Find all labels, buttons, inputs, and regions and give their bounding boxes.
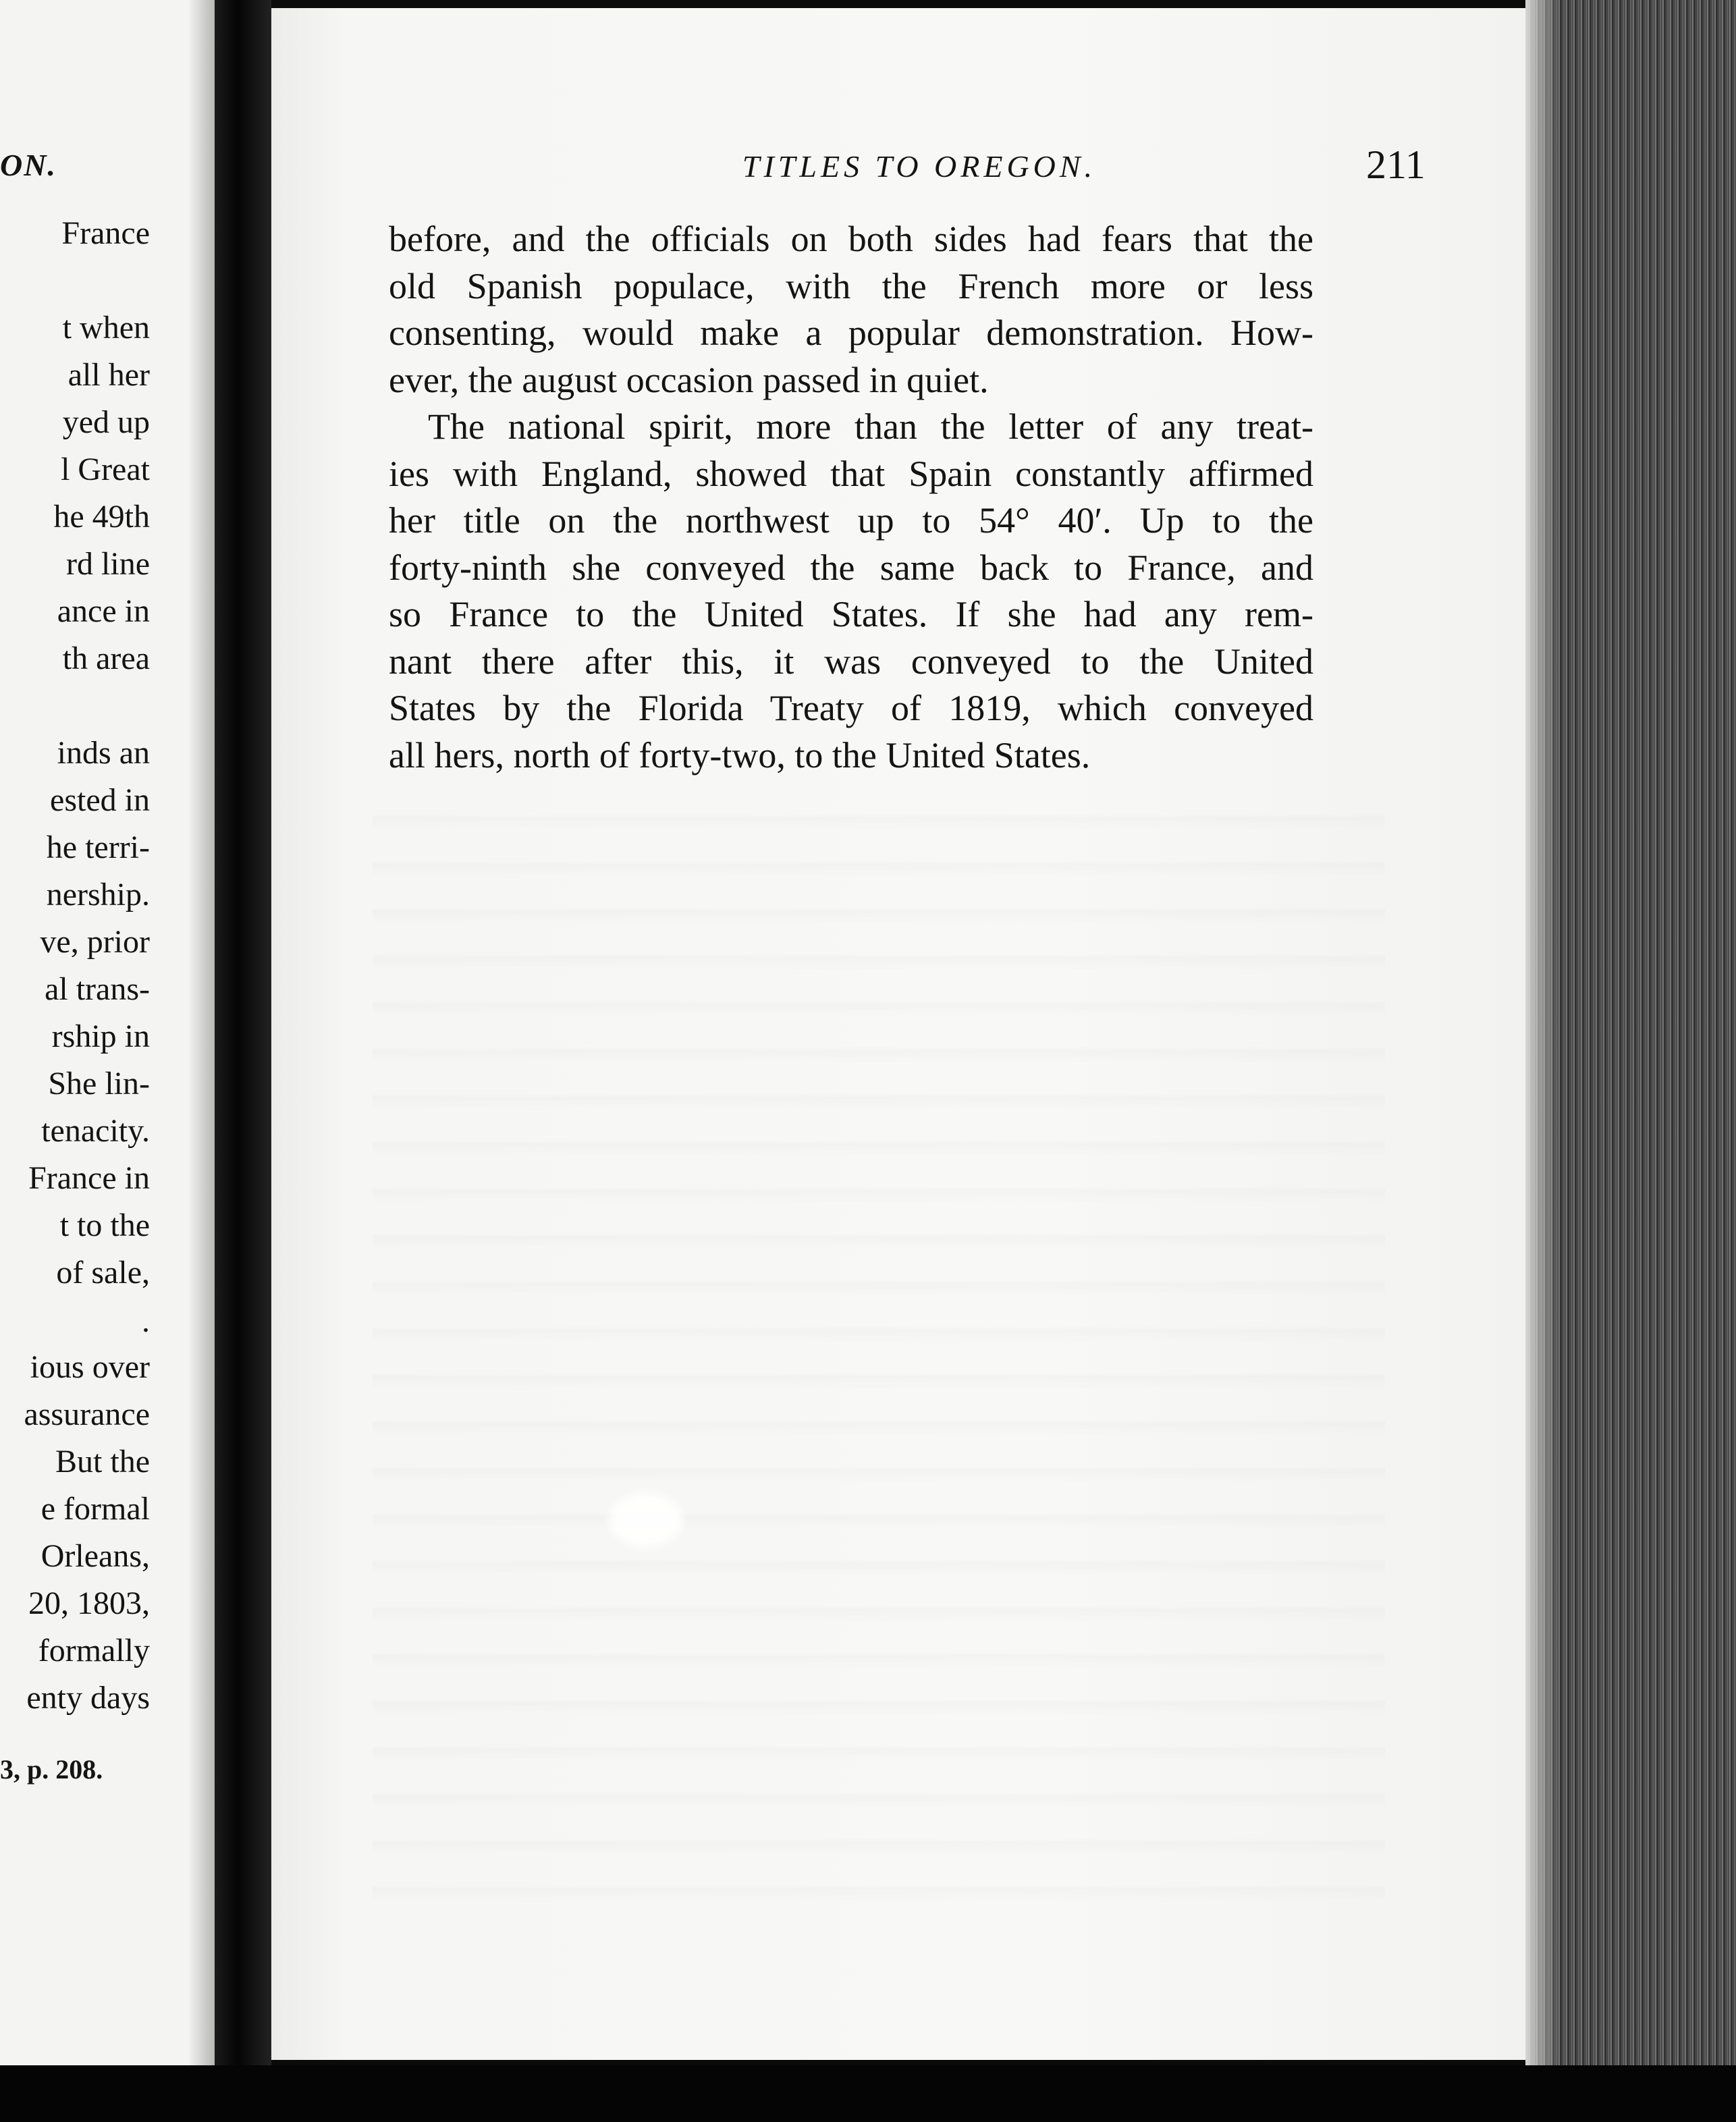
text-line: before, and the officials on both sides had fears that the (389, 219, 1313, 259)
left-text-line: enty days (26, 1680, 150, 1716)
left-text-line: ve, prior (40, 924, 150, 960)
text-line: her title on the northwest up to 54° 40′. Up to the (389, 500, 1313, 541)
left-text-line: yed up (62, 404, 150, 440)
left-facing-page (0, 0, 215, 2065)
left-footnote: 3, p. 208. (0, 1754, 103, 1785)
left-text-line: t when (62, 310, 150, 346)
left-text-line: 20, 1803, (28, 1585, 150, 1621)
left-running-head: ON. (0, 148, 57, 182)
left-text-line: of sale, (56, 1255, 150, 1290)
left-text-line: ested in (50, 782, 150, 818)
left-text-line: t to the (59, 1207, 150, 1243)
text-line: States by the Florida Treaty of 1819, which conveyed (389, 688, 1313, 728)
left-text-line: all her (67, 357, 150, 393)
left-text-line: al trans- (45, 971, 150, 1007)
left-text-line: rd line (66, 546, 150, 582)
text-line: so France to the United States. If she had any rem- (389, 594, 1313, 634)
left-text-line: he 49th (53, 499, 150, 535)
left-text-line: France (61, 215, 150, 251)
left-text-line: She lin- (48, 1066, 150, 1101)
text-line: ever, the august occasion passed in quiet. (389, 359, 989, 400)
page-header (393, 142, 1552, 189)
right-page (271, 8, 1552, 2060)
page-curve-shadow (188, 0, 215, 2065)
text-line: old Spanish populace, with the French more or less (389, 265, 1313, 306)
text-line: all hers, north of forty-two, to the United States. (389, 734, 1091, 776)
paper-blot (609, 1493, 683, 1547)
left-text-line: Orleans, (40, 1538, 150, 1574)
show-through-texture (373, 784, 1385, 1932)
left-text-line: ious over (30, 1349, 150, 1385)
left-text-line: ance in (57, 593, 150, 629)
left-text-line: l Great (61, 452, 150, 487)
left-text-line: tenacity. (41, 1113, 150, 1149)
left-text-line: e formal (40, 1491, 150, 1527)
left-text-line: nership. (46, 877, 150, 913)
page-number: 211 (1366, 142, 1426, 187)
scanner-background (0, 2065, 1736, 2122)
body-text (389, 216, 1313, 779)
left-text-line: rship in (51, 1018, 150, 1054)
text-line: ies with England, showed that Spain constantly affirmed (389, 453, 1313, 494)
running-head: TITLES TO OREGON. (742, 149, 1097, 184)
paragraph-start-line: The national spirit, more than the letter of any treat- (428, 406, 1313, 447)
left-text-line: inds an (57, 735, 150, 771)
left-text-line: formally (38, 1633, 150, 1668)
left-text-line: France in (28, 1160, 150, 1196)
left-text-line: But the (55, 1444, 150, 1479)
page-edge-fade (1525, 0, 1559, 2065)
book-gutter (215, 0, 271, 2065)
text-line: forty-ninth she conveyed the same back to France, and (389, 547, 1313, 588)
left-text-line: assurance (24, 1396, 150, 1432)
text-line: consenting, would make a popular demonstration. How- (389, 312, 1313, 353)
left-text-line: he terri- (46, 829, 150, 865)
left-text-line: th area (62, 641, 150, 676)
left-text-line: . (142, 1303, 150, 1339)
page-edges (1525, 0, 1736, 2065)
text-line: nant there after this, it was conveyed to the United (389, 641, 1313, 682)
